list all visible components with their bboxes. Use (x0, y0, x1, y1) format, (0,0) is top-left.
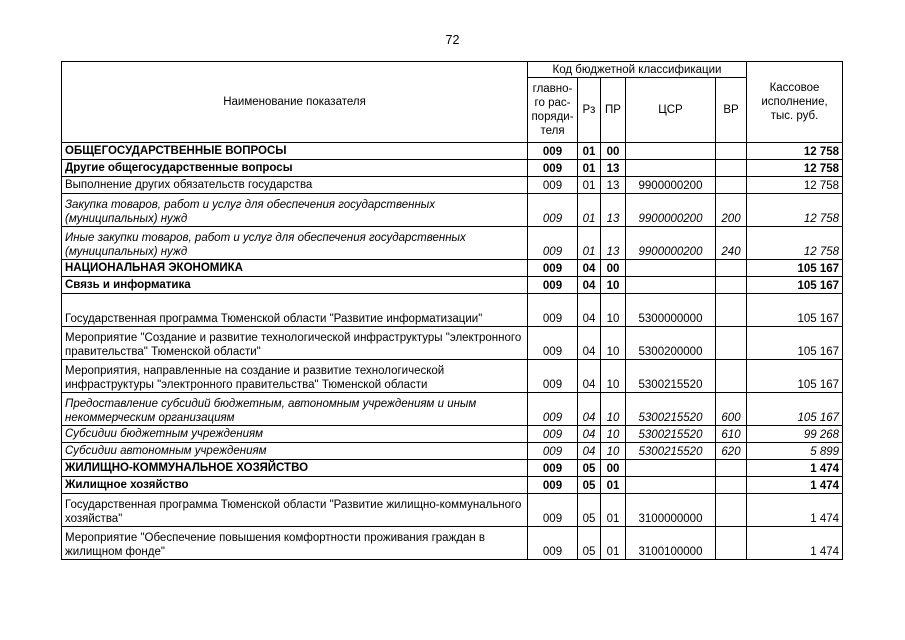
cell-rz: 01 (578, 160, 601, 177)
cell-name: Мероприятие "Обеспечение повышения комфортности проживания граждан в жилищном фонде" (62, 527, 528, 560)
table-row (62, 177, 843, 194)
cell-rz: 05 (578, 460, 601, 477)
cell-pr: 10 (601, 360, 626, 393)
cell-vr (716, 143, 747, 160)
cell-rz: 01 (578, 227, 601, 260)
cell-name: НАЦИОНАЛЬНАЯ ЭКОНОМИКА (62, 260, 528, 277)
cell-csr (626, 477, 716, 494)
cell-rz: 04 (578, 327, 601, 360)
cell-admin: 009 (528, 260, 578, 277)
cell-amount: 105 167 (747, 277, 843, 294)
cell-amount: 12 758 (747, 227, 843, 260)
cell-amount: 105 167 (747, 294, 843, 327)
cell-csr (626, 460, 716, 477)
cell-pr: 10 (601, 277, 626, 294)
cell-vr: 610 (716, 426, 747, 443)
cell-vr (716, 494, 747, 527)
cell-csr: 3100100000 (626, 527, 716, 560)
cell-amount: 105 167 (747, 360, 843, 393)
cell-rz: 04 (578, 443, 601, 460)
cell-amount: 105 167 (747, 260, 843, 277)
cell-csr: 5300215520 (626, 426, 716, 443)
cell-vr (716, 527, 747, 560)
cell-name: Субсидии бюджетным учреждениям (62, 426, 528, 443)
cell-amount: 1 474 (747, 477, 843, 494)
table-header (62, 62, 843, 143)
cell-csr (626, 277, 716, 294)
budget-execution-table (61, 61, 843, 560)
cell-pr: 13 (601, 177, 626, 194)
cell-admin: 009 (528, 426, 578, 443)
cell-rz: 04 (578, 260, 601, 277)
cell-name: Другие общегосударственные вопросы (62, 160, 528, 177)
cell-pr: 10 (601, 327, 626, 360)
table-row (62, 443, 843, 460)
header-pr: ПР (601, 78, 626, 143)
cell-admin: 009 (528, 393, 578, 426)
header-csr: ЦСР (626, 78, 716, 143)
cell-rz: 04 (578, 294, 601, 327)
cell-pr: 10 (601, 443, 626, 460)
table-row (62, 143, 843, 160)
table-row (62, 494, 843, 527)
cell-csr: 9900000200 (626, 227, 716, 260)
cell-name: Предоставление субсидий бюджетным, автономным учреждениям и иным некоммерческим организациям (62, 393, 528, 426)
cell-vr (716, 460, 747, 477)
header-admin: главно-го рас-поряди-теля (528, 78, 578, 143)
cell-csr: 9900000200 (626, 177, 716, 194)
table-row (62, 477, 843, 494)
table-row (62, 160, 843, 177)
cell-vr (716, 327, 747, 360)
cell-csr: 5300215520 (626, 360, 716, 393)
cell-vr (716, 277, 747, 294)
cell-csr: 5300215520 (626, 393, 716, 426)
table-row (62, 260, 843, 277)
header-rz: Рз (578, 78, 601, 143)
cell-vr (716, 294, 747, 327)
cell-pr: 13 (601, 227, 626, 260)
cell-name: Выполнение других обязательств государства (62, 177, 528, 194)
cell-admin: 009 (528, 327, 578, 360)
cell-amount: 1 474 (747, 460, 843, 477)
cell-amount: 105 167 (747, 327, 843, 360)
cell-admin: 009 (528, 460, 578, 477)
cell-name: Иные закупки товаров, работ и услуг для обеспечения государственных (муниципальных) нужд (62, 227, 528, 260)
page-number: 72 (445, 33, 460, 47)
cell-amount: 105 167 (747, 393, 843, 426)
cell-pr: 13 (601, 160, 626, 177)
table-row (62, 527, 843, 560)
cell-admin: 009 (528, 294, 578, 327)
cell-amount: 1 474 (747, 494, 843, 527)
cell-rz: 04 (578, 393, 601, 426)
header-vr: ВР (716, 78, 747, 143)
cell-amount: 99 268 (747, 426, 843, 443)
cell-name: Связь и информатика (62, 277, 528, 294)
cell-csr: 5300200000 (626, 327, 716, 360)
cell-amount: 12 758 (747, 177, 843, 194)
table-row (62, 460, 843, 477)
cell-admin: 009 (528, 443, 578, 460)
cell-pr: 00 (601, 260, 626, 277)
cell-rz: 05 (578, 527, 601, 560)
cell-vr: 620 (716, 443, 747, 460)
cell-csr: 9900000200 (626, 194, 716, 227)
cell-vr (716, 477, 747, 494)
cell-name: Государственная программа Тюменской области "Развитие жилищно-коммунального хозяйства" (62, 494, 528, 527)
cell-csr: 5300000000 (626, 294, 716, 327)
cell-csr (626, 143, 716, 160)
cell-admin: 009 (528, 277, 578, 294)
cell-name: ОБЩЕГОСУДАРСТВЕННЫЕ ВОПРОСЫ (62, 143, 528, 160)
cell-rz: 04 (578, 277, 601, 294)
header-amount: Кассовое исполнение, тыс. руб. (747, 62, 843, 143)
cell-rz: 04 (578, 426, 601, 443)
cell-vr: 240 (716, 227, 747, 260)
cell-csr: 5300215520 (626, 443, 716, 460)
cell-admin: 009 (528, 227, 578, 260)
cell-vr: 200 (716, 194, 747, 227)
cell-amount: 5 899 (747, 443, 843, 460)
cell-name: Жилищное хозяйство (62, 477, 528, 494)
cell-admin: 009 (528, 194, 578, 227)
table-body (62, 143, 843, 560)
cell-pr: 00 (601, 460, 626, 477)
table-row (62, 393, 843, 426)
cell-amount: 1 474 (747, 527, 843, 560)
cell-rz: 01 (578, 143, 601, 160)
cell-name: Мероприятия, направленные на создание и развитие технологической инфраструктуры "электронного правительства" Тюменской области (62, 360, 528, 393)
cell-admin: 009 (528, 477, 578, 494)
cell-pr: 10 (601, 426, 626, 443)
cell-vr (716, 360, 747, 393)
header-name: Наименование показателя (62, 62, 528, 143)
cell-amount: 12 758 (747, 194, 843, 227)
cell-pr: 01 (601, 477, 626, 494)
cell-admin: 009 (528, 494, 578, 527)
cell-pr: 01 (601, 527, 626, 560)
table-row (62, 426, 843, 443)
cell-name: Субсидии автономным учреждениям (62, 443, 528, 460)
table-row (62, 327, 843, 360)
cell-vr (716, 260, 747, 277)
cell-admin: 009 (528, 527, 578, 560)
cell-pr: 10 (601, 294, 626, 327)
cell-csr (626, 260, 716, 277)
table-row (62, 194, 843, 227)
cell-rz: 01 (578, 194, 601, 227)
cell-admin: 009 (528, 143, 578, 160)
cell-name: Государственная программа Тюменской области "Развитие информатизации" (62, 294, 528, 327)
cell-name: Мероприятие "Создание и развитие технологической инфраструктуры "электронного правительства" Тюменской области" (62, 327, 528, 360)
cell-rz: 05 (578, 477, 601, 494)
cell-rz: 05 (578, 494, 601, 527)
cell-vr (716, 160, 747, 177)
table-row (62, 294, 843, 327)
cell-pr: 13 (601, 194, 626, 227)
cell-rz: 04 (578, 360, 601, 393)
cell-name: ЖИЛИЩНО-КОММУНАЛЬНОЕ ХОЗЯЙСТВО (62, 460, 528, 477)
cell-admin: 009 (528, 160, 578, 177)
cell-pr: 01 (601, 494, 626, 527)
cell-csr: 3100000000 (626, 494, 716, 527)
table-row (62, 277, 843, 294)
cell-csr (626, 160, 716, 177)
cell-vr (716, 177, 747, 194)
cell-admin: 009 (528, 360, 578, 393)
cell-admin: 009 (528, 177, 578, 194)
cell-rz: 01 (578, 177, 601, 194)
cell-vr: 600 (716, 393, 747, 426)
header-classification-group: Код бюджетной классификации (528, 62, 747, 78)
cell-pr: 00 (601, 143, 626, 160)
table-row (62, 227, 843, 260)
cell-pr: 10 (601, 393, 626, 426)
cell-amount: 12 758 (747, 143, 843, 160)
cell-amount: 12 758 (747, 160, 843, 177)
cell-name: Закупка товаров, работ и услуг для обеспечения государственных (муниципальных) нужд (62, 194, 528, 227)
table-row (62, 360, 843, 393)
